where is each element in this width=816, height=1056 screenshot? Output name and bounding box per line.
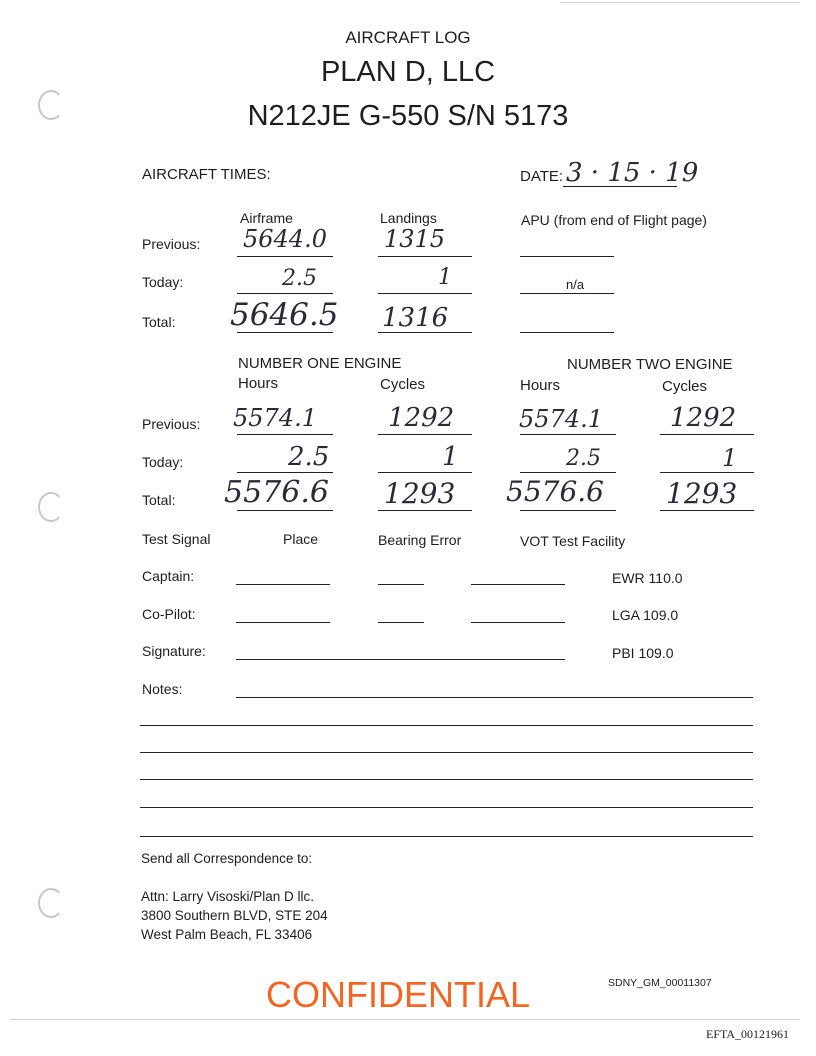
date-value: 3 · 15 · 19 <box>566 158 699 188</box>
notes-line-5 <box>140 807 753 808</box>
paper-bottom-edge <box>10 1019 800 1020</box>
e1-cycles-today: 1 <box>442 442 459 472</box>
landings-previous-line <box>378 256 472 257</box>
engine-today-label: Today: <box>142 454 184 470</box>
binder-hole-middle <box>38 492 64 522</box>
airframe-today: 2.5 <box>282 266 317 291</box>
notes-line-1 <box>236 697 753 698</box>
times-total-label: Total: <box>142 314 176 330</box>
engine-two-title: NUMBER TWO ENGINE <box>567 356 733 373</box>
facility-pbi: PBI 109.0 <box>612 645 674 661</box>
correspondence-attn: Attn: Larry Visoski/Plan D llc. <box>141 889 315 904</box>
e1-cycles-previous-line <box>378 434 472 435</box>
engine-one-hours-header: Hours <box>238 375 279 392</box>
e1-hours-total: 5576.6 <box>224 475 329 510</box>
col-bearing-error: Bearing Error <box>378 532 462 548</box>
notes-line-4 <box>140 779 753 780</box>
landings-previous: 1315 <box>384 225 446 253</box>
engine-total-label: Total: <box>142 492 176 508</box>
col-apu: APU (from end of Flight page) <box>521 212 707 228</box>
apu-today-line <box>520 293 614 294</box>
engine-one-cycles-header: Cycles <box>380 376 426 393</box>
airframe-today-line <box>237 293 333 294</box>
airframe-total: 5646.5 <box>230 297 339 333</box>
copilot-label: Co-Pilot: <box>142 606 196 622</box>
captain-place-line <box>236 584 330 585</box>
engine-one-title: NUMBER ONE ENGINE <box>238 355 402 372</box>
e2-hours-today-line <box>520 472 616 473</box>
e2-cycles-total: 1293 <box>666 477 738 510</box>
landings-today: 1 <box>438 265 452 290</box>
confidential-stamp: CONFIDENTIAL <box>266 974 531 1015</box>
e2-cycles-previous-line <box>660 434 754 435</box>
e1-cycles-today-line <box>378 472 472 473</box>
col-airframe: Airframe <box>240 210 293 226</box>
e1-cycles-previous: 1292 <box>388 403 455 433</box>
correspondence-intro: Send all Correspondence to: <box>141 851 313 866</box>
e1-cycles-total-line <box>378 510 472 511</box>
correspondence-city: West Palm Beach, FL 33406 <box>141 927 313 942</box>
notes-line-2 <box>140 725 753 726</box>
e1-hours-previous: 5574.1 <box>233 404 317 432</box>
aircraft-times-label: AIRCRAFT TIMES: <box>142 166 271 183</box>
copilot-place-line <box>236 622 330 623</box>
landings-total: 1316 <box>382 303 449 333</box>
copilot-bearing-line <box>378 622 424 623</box>
date-label: DATE: <box>520 168 564 185</box>
airframe-previous-line <box>237 256 333 257</box>
notes-label: Notes: <box>142 681 183 697</box>
bates-number: EFTA_00121961 <box>706 1027 790 1041</box>
company-name: PLAN D, LLC <box>320 56 496 88</box>
e2-hours-today: 2.5 <box>566 446 601 471</box>
apu-total-line <box>520 332 614 333</box>
facility-ewr: EWR 110.0 <box>612 570 683 586</box>
e1-cycles-total: 1293 <box>384 477 456 510</box>
form-title: AIRCRAFT LOG <box>345 28 471 47</box>
engine-previous-label: Previous: <box>142 416 201 432</box>
e2-cycles-total-line <box>660 510 754 511</box>
col-landings: Landings <box>380 210 437 226</box>
e1-hours-today-line <box>237 472 333 473</box>
col-place: Place <box>283 531 319 547</box>
copilot-facility-line <box>471 622 565 623</box>
apu-previous-line <box>520 256 614 257</box>
e2-cycles-today: 1 <box>722 444 738 472</box>
notes-line-3 <box>140 752 753 753</box>
e1-hours-previous-line <box>237 434 333 435</box>
e2-hours-total: 5576.6 <box>506 475 604 508</box>
document-id: SDNY_GM_00011307 <box>608 977 712 989</box>
engine-two-hours-header: Hours <box>520 377 561 394</box>
col-test-signal: Test Signal <box>142 531 211 547</box>
facility-lga: LGA 109.0 <box>612 607 679 623</box>
landings-today-line <box>378 293 472 294</box>
captain-bearing-line <box>378 584 424 585</box>
apu-today: n/a <box>566 277 585 292</box>
paper-top-edge <box>560 2 800 3</box>
e1-hours-total-line <box>237 510 333 511</box>
captain-label: Captain: <box>142 568 195 584</box>
signature-label: Signature: <box>142 643 206 659</box>
airframe-previous: 5644.0 <box>243 225 327 253</box>
e2-hours-previous-line <box>520 434 616 435</box>
notes-line-6 <box>140 836 753 837</box>
e2-hours-previous: 5574.1 <box>519 405 603 433</box>
binder-hole-bottom <box>38 888 64 918</box>
correspondence-street: 3800 Southern BLVD, STE 204 <box>141 908 328 923</box>
captain-facility-line <box>471 584 565 585</box>
engine-two-cycles-header: Cycles <box>662 378 708 395</box>
e2-hours-total-line <box>520 510 616 511</box>
e1-hours-today: 2.5 <box>288 442 330 472</box>
e2-cycles-today-line <box>660 472 754 473</box>
times-today-label: Today: <box>142 274 184 290</box>
times-previous-label: Previous: <box>142 236 201 252</box>
signature-line <box>236 659 565 660</box>
col-vot-facility: VOT Test Facility <box>520 533 626 549</box>
aircraft-id: N212JE G-550 S/N 5173 <box>247 100 569 132</box>
e2-cycles-previous: 1292 <box>670 403 737 433</box>
